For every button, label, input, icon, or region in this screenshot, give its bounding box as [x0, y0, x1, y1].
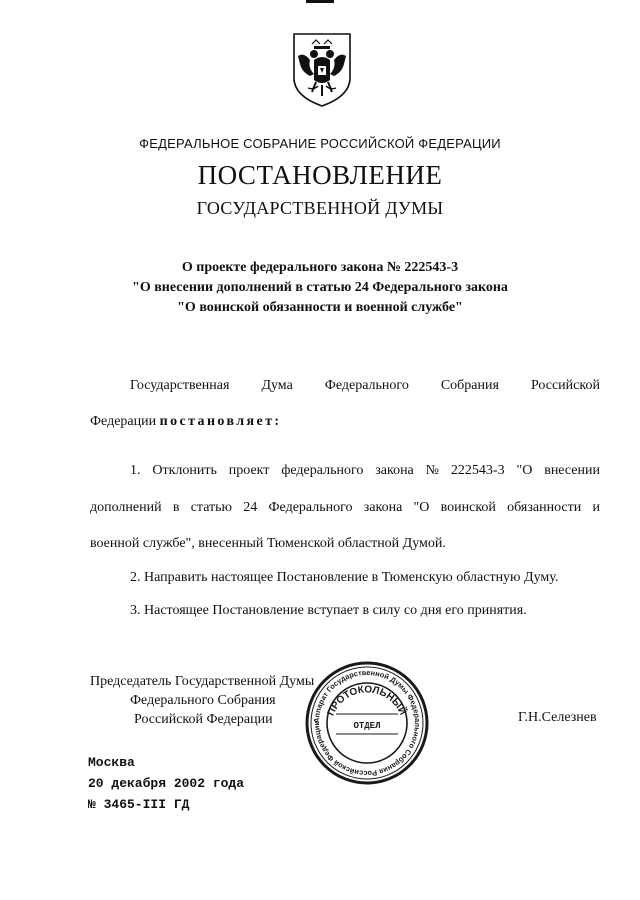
subject-line: "О внесении дополнений в статью 24 Федерального закона — [132, 280, 508, 295]
item-word: в — [172, 500, 180, 515]
item-word: и — [592, 500, 600, 515]
assembly-title: ФЕДЕРАЛЬНОЕ СОБРАНИЕ РОССИЙСКОЙ ФЕДЕРАЦИИ — [139, 136, 501, 151]
item-1-line — [130, 463, 600, 479]
item-word: статью — [190, 500, 233, 515]
item-1-line — [90, 500, 600, 516]
item-word: 24 — [243, 500, 258, 515]
preamble-word: Российской — [530, 378, 600, 393]
stamp-inner-text: ПРОТОКОЛЬНЫЙ — [325, 684, 408, 718]
document-date: 20 декабря 2002 года — [88, 776, 245, 791]
document-subject — [100, 258, 540, 318]
signature-title-line: Председатель Государственной Думы — [90, 674, 315, 689]
item-word: проект — [228, 463, 270, 478]
item-word: закона — [375, 463, 414, 478]
item-word: внесении — [544, 463, 600, 478]
stamp-center-text: ОТДЕЛ — [353, 721, 381, 731]
item-2: 2. Направить настоящее Постановление в Тюменскую областную Думу. — [130, 570, 559, 585]
item-word: Федерального — [268, 500, 353, 515]
item-1-line: военной службе", внесенный Тюменской областной Думой. — [90, 536, 446, 551]
signer-name: Г.Н.Селезнев — [518, 710, 597, 725]
signature-title-line: Федерального Собрания — [130, 693, 276, 708]
preamble-word: Государственная — [130, 378, 230, 393]
signature-title-line: Российской Федерации — [134, 712, 273, 727]
stamp-ring-text: Аппарат Государственной Думы Федерального Собрания Российской Федерации — [311, 667, 423, 779]
preamble-line — [90, 414, 281, 430]
subject-line: "О воинской обязанности и военной службе" — [177, 300, 463, 315]
eagle-emblem-icon — [290, 30, 354, 108]
preamble-line — [130, 378, 600, 394]
item-word: 1. — [130, 463, 141, 478]
top-edge-mark — [306, 0, 334, 3]
item-word: воинской — [440, 500, 496, 515]
item-word: закона — [363, 500, 403, 515]
item-word: "О — [413, 500, 430, 515]
city: Москва — [88, 755, 135, 770]
item-3: 3. Настоящее Постановление вступает в силу со дня его принятия. — [130, 603, 527, 618]
document-number: № 3465-III ГД — [88, 797, 190, 812]
signature-block — [90, 672, 314, 729]
resolution-verb: постановляет: — [159, 414, 282, 429]
item-word: 222543-3 — [450, 463, 505, 478]
document-organization: ГОСУДАРСТВЕННОЙ ДУМЫ — [196, 198, 444, 218]
item-word: № — [425, 463, 440, 478]
item-word: дополнений — [90, 500, 162, 515]
document-footer — [88, 752, 244, 815]
preamble-word: Собрания — [440, 378, 499, 393]
subject-line: О проекте федерального закона № 222543-3 — [181, 260, 459, 275]
item-word: Отклонить — [152, 463, 217, 478]
preamble-word: Федерального — [324, 378, 409, 393]
item-word: федерального — [281, 463, 364, 478]
item-word: обязанности — [507, 500, 582, 515]
preamble-text: Федерации — [90, 414, 157, 429]
document-type: ПОСТАНОВЛЕНИЕ — [197, 160, 443, 190]
round-seal-stamp-icon — [302, 658, 432, 788]
item-word: "О — [516, 463, 533, 478]
preamble-word: Дума — [261, 378, 293, 393]
